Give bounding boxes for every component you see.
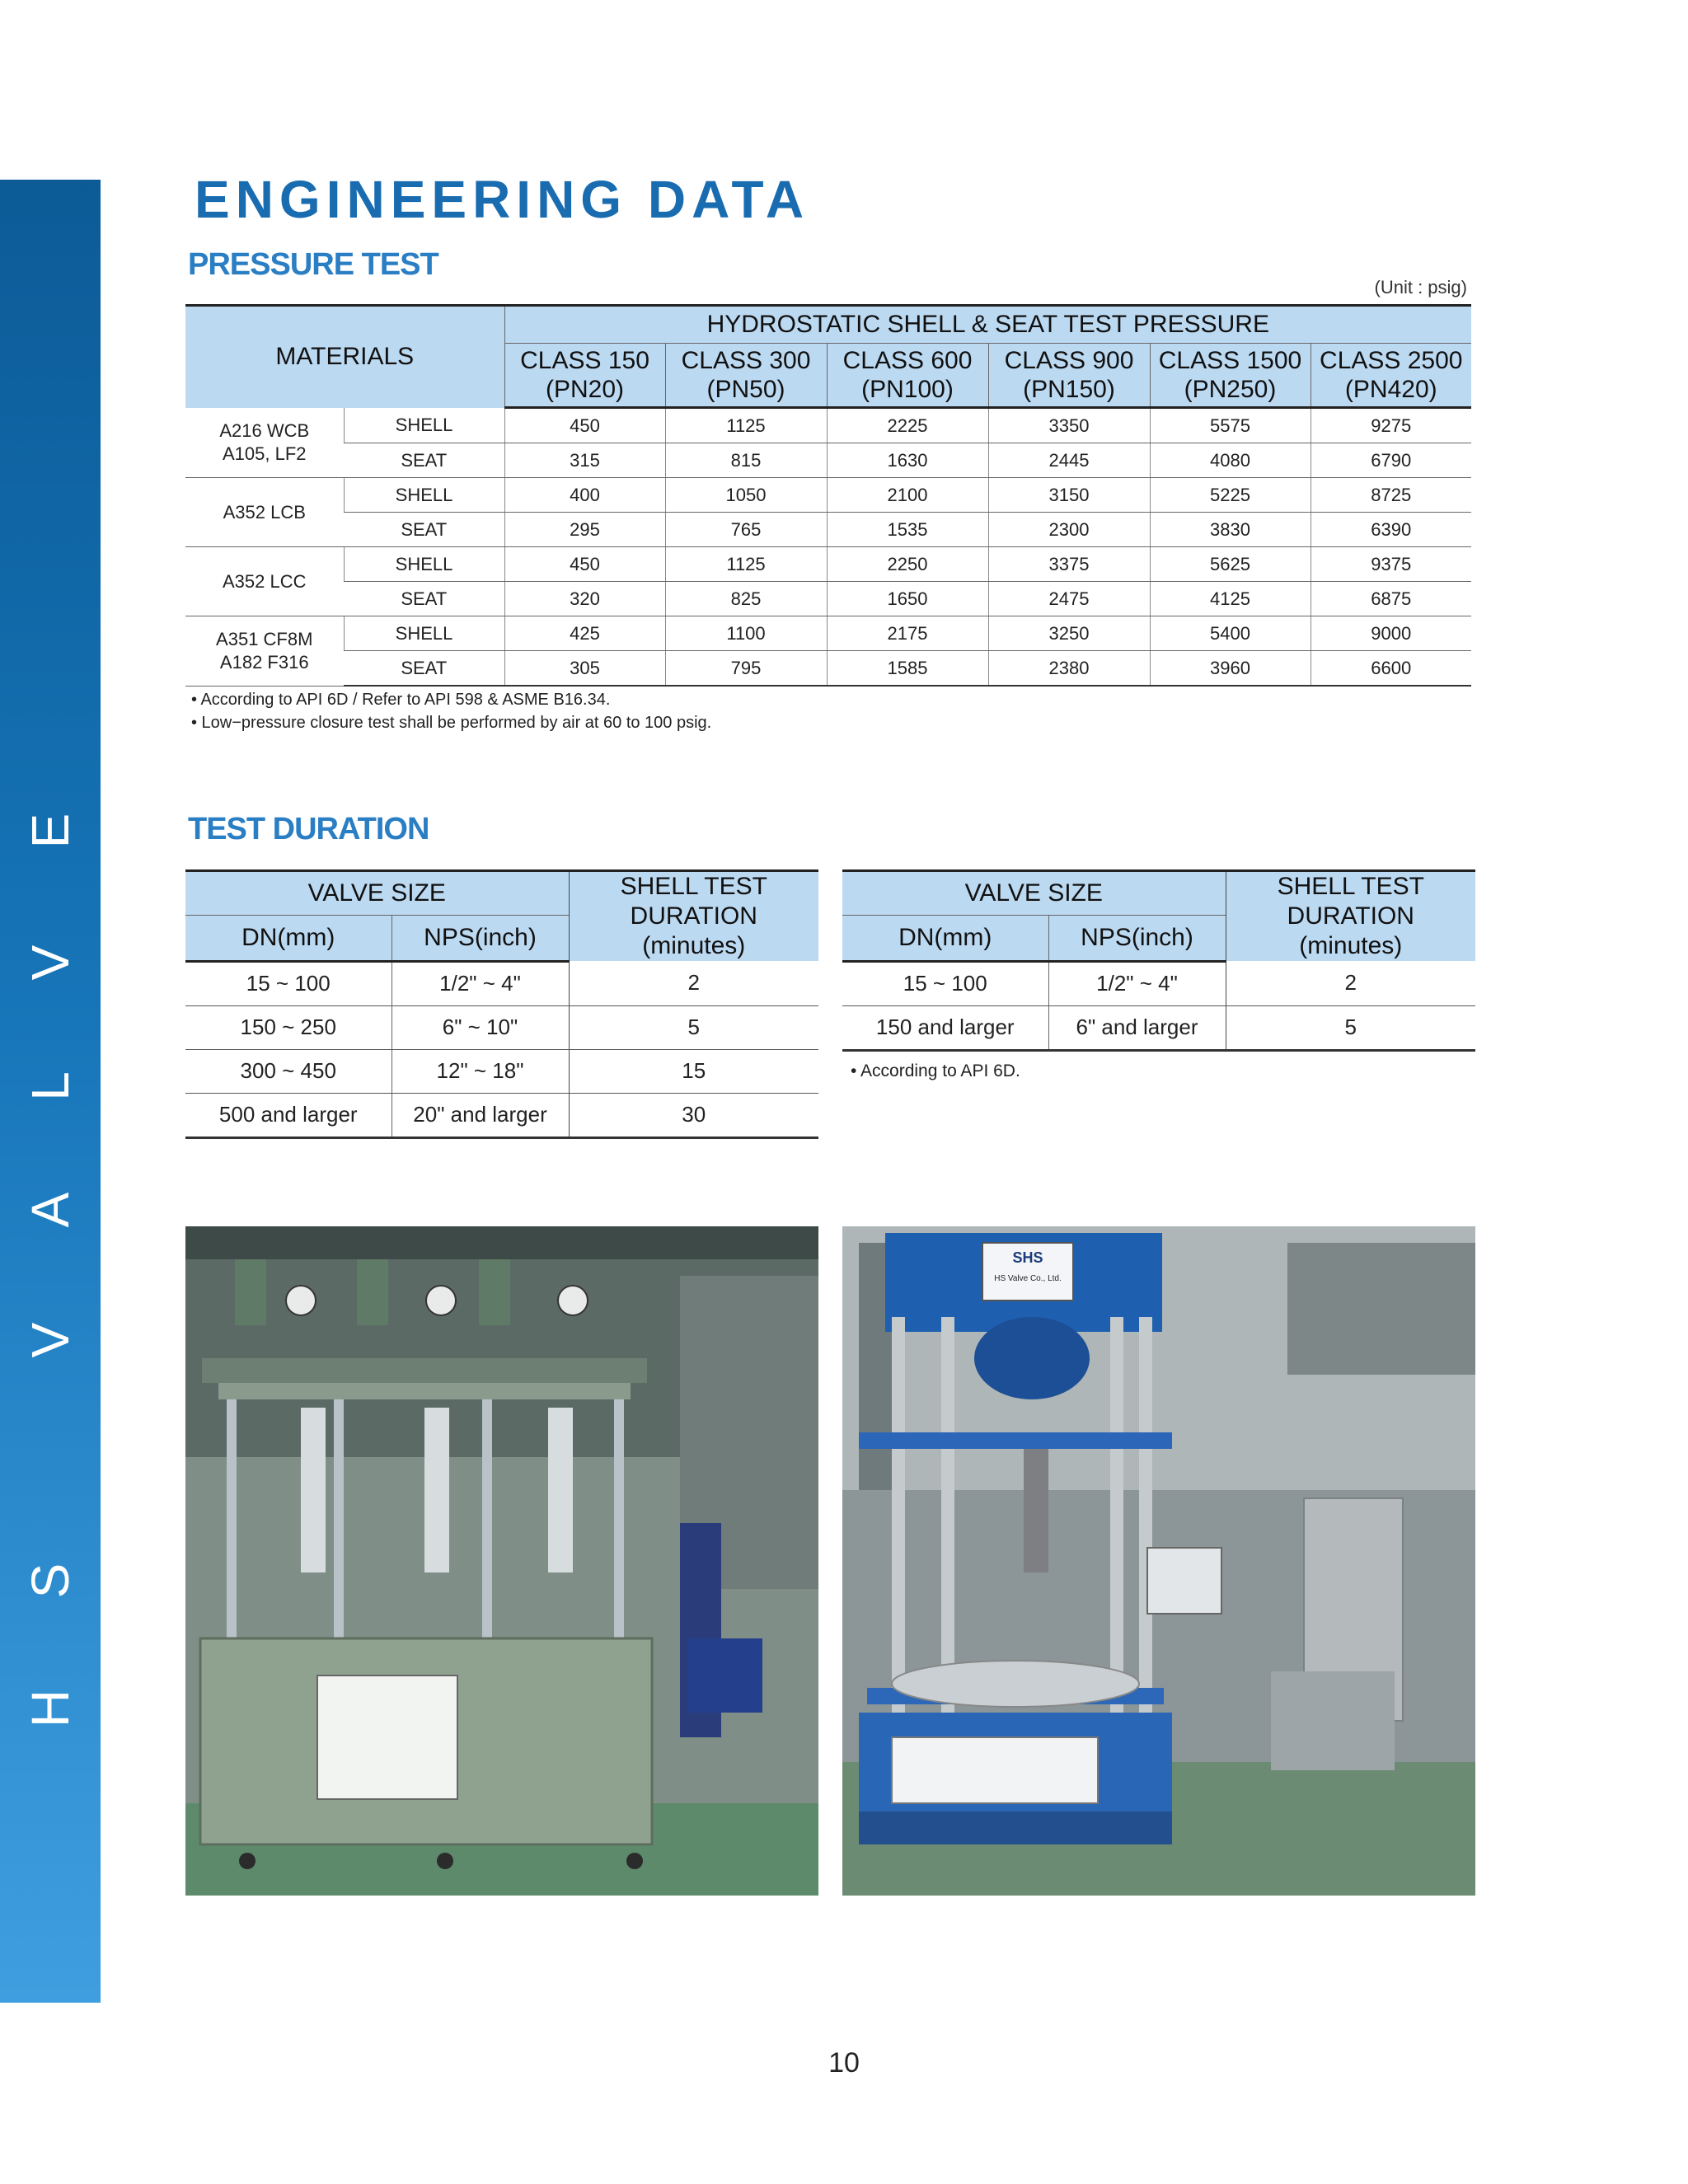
pressure-value-cell: 3375 bbox=[988, 547, 1150, 582]
pressure-value-cell: 1630 bbox=[827, 443, 988, 478]
pressure-value-cell: 1650 bbox=[827, 582, 988, 616]
test-rig-photo-right bbox=[842, 1226, 1475, 1896]
material-cell bbox=[185, 547, 344, 616]
machine-logo: SHS bbox=[1012, 1249, 1043, 1266]
pressure-row bbox=[185, 651, 1471, 687]
sidebar-band bbox=[0, 180, 101, 2003]
valve-size-header: VALVE SIZE bbox=[842, 871, 1226, 916]
pressure-value-cell: 1535 bbox=[827, 513, 988, 547]
duration-dn-cell: 300 ~ 450 bbox=[185, 1049, 392, 1093]
test-rig-photo-left bbox=[185, 1226, 818, 1896]
sidebar-letter: V bbox=[21, 1322, 80, 1358]
pressure-value-cell: 1125 bbox=[665, 547, 827, 582]
dn-header: DN(mm) bbox=[842, 916, 1048, 961]
duration-table-right bbox=[842, 869, 1475, 1052]
pressure-note-2: • Low−pressure closure test shall be performed by air at 60 to 100 psig. bbox=[191, 714, 712, 732]
pressure-value-cell: 4125 bbox=[1150, 582, 1311, 616]
test-type-cell: SEAT bbox=[344, 443, 504, 478]
shell-duration-line2: (minutes) bbox=[1299, 932, 1403, 959]
shell-duration-header bbox=[569, 871, 818, 962]
class-pn: (PN420) bbox=[1344, 376, 1437, 403]
hydro-header: HYDROSTATIC SHELL & SEAT TEST PRESSURE bbox=[504, 306, 1471, 344]
shell-duration-header bbox=[1226, 871, 1475, 962]
pressure-value-cell: 3960 bbox=[1150, 651, 1311, 687]
pressure-value-cell: 2100 bbox=[827, 478, 988, 513]
duration-nps-cell: 1/2" ~ 4" bbox=[1048, 961, 1226, 1005]
valve-size-header: VALVE SIZE bbox=[185, 871, 569, 916]
pressure-note-1: • According to API 6D / Refer to API 598 & ASME B16.34. bbox=[191, 691, 611, 709]
duration-min-cell: 15 bbox=[569, 1049, 818, 1093]
duration-min-cell: 2 bbox=[1226, 961, 1475, 1005]
pressure-value-cell: 2225 bbox=[827, 408, 988, 443]
pressure-value-cell: 2475 bbox=[988, 582, 1150, 616]
pressure-value-cell: 5625 bbox=[1150, 547, 1311, 582]
pressure-value-cell: 2300 bbox=[988, 513, 1150, 547]
test-type-cell: SHELL bbox=[344, 408, 504, 443]
pressure-value-cell: 9000 bbox=[1311, 616, 1471, 651]
class-pn: (PN50) bbox=[706, 376, 785, 403]
test-type-cell: SEAT bbox=[344, 582, 504, 616]
duration-dn-cell: 15 ~ 100 bbox=[842, 961, 1048, 1005]
test-type-cell: SHELL bbox=[344, 547, 504, 582]
class-name: CLASS 150 bbox=[520, 347, 649, 374]
duration-row bbox=[185, 961, 818, 1005]
pressure-value-cell: 6600 bbox=[1311, 651, 1471, 687]
pressure-value-cell: 450 bbox=[504, 547, 665, 582]
class-name: CLASS 300 bbox=[681, 347, 811, 374]
material-line1: A351 CF8M bbox=[216, 628, 313, 649]
machine-plate: HS Valve Co., Ltd. bbox=[994, 1274, 1062, 1283]
material-line1: A216 WCB bbox=[219, 419, 310, 441]
pressure-value-cell: 6875 bbox=[1311, 582, 1471, 616]
pressure-value-cell: 3830 bbox=[1150, 513, 1311, 547]
material-cell bbox=[185, 616, 344, 687]
class-pn: (PN150) bbox=[1023, 376, 1115, 403]
class-header bbox=[665, 344, 827, 408]
pressure-test-title: PRESSURE TEST bbox=[188, 247, 438, 282]
duration-min-cell: 5 bbox=[569, 1005, 818, 1049]
duration-dn-cell: 15 ~ 100 bbox=[185, 961, 392, 1005]
pressure-value-cell: 400 bbox=[504, 478, 665, 513]
duration-dn-cell: 500 and larger bbox=[185, 1093, 392, 1137]
duration-min-cell: 5 bbox=[1226, 1005, 1475, 1050]
pressure-row bbox=[185, 408, 1471, 443]
class-name: CLASS 1500 bbox=[1158, 347, 1302, 374]
class-header bbox=[1150, 344, 1311, 408]
pressure-value-cell: 5225 bbox=[1150, 478, 1311, 513]
class-pn: (PN100) bbox=[861, 376, 954, 403]
duration-nps-cell: 1/2" ~ 4" bbox=[392, 961, 569, 1005]
class-header bbox=[988, 344, 1150, 408]
pressure-value-cell: 2175 bbox=[827, 616, 988, 651]
unit-label: (Unit : psig) bbox=[1374, 277, 1467, 298]
duration-note: • According to API 6D. bbox=[851, 1062, 1020, 1080]
pressure-row bbox=[185, 513, 1471, 547]
duration-row bbox=[185, 1049, 818, 1093]
sidebar-letter: E bbox=[21, 813, 80, 849]
pressure-value-cell: 320 bbox=[504, 582, 665, 616]
pressure-value-cell: 3250 bbox=[988, 616, 1150, 651]
duration-min-cell: 2 bbox=[569, 961, 818, 1005]
pressure-value-cell: 6390 bbox=[1311, 513, 1471, 547]
test-type-cell: SEAT bbox=[344, 651, 504, 687]
duration-nps-cell: 6" ~ 10" bbox=[392, 1005, 569, 1049]
duration-nps-cell: 20" and larger bbox=[392, 1093, 569, 1137]
material-cell bbox=[185, 408, 344, 478]
shell-duration-line1: SHELL TEST DURATION bbox=[620, 873, 767, 930]
duration-row bbox=[842, 961, 1475, 1005]
pressure-value-cell: 825 bbox=[665, 582, 827, 616]
duration-table-left bbox=[185, 869, 818, 1139]
duration-dn-cell: 150 ~ 250 bbox=[185, 1005, 392, 1049]
test-type-cell: SHELL bbox=[344, 616, 504, 651]
pressure-value-cell: 1100 bbox=[665, 616, 827, 651]
material-line2: A105, LF2 bbox=[222, 443, 307, 464]
pressure-value-cell: 295 bbox=[504, 513, 665, 547]
page-title: ENGINEERING DATA bbox=[195, 170, 810, 229]
pressure-value-cell: 305 bbox=[504, 651, 665, 687]
pressure-value-cell: 1125 bbox=[665, 408, 827, 443]
class-header bbox=[827, 344, 988, 408]
sidebar-letter: H bbox=[21, 1689, 80, 1728]
test-rig-illustration bbox=[185, 1226, 818, 1896]
shell-duration-line1: SHELL TEST DURATION bbox=[1277, 873, 1424, 930]
pressure-row bbox=[185, 443, 1471, 478]
pressure-value-cell: 815 bbox=[665, 443, 827, 478]
pressure-row bbox=[185, 478, 1471, 513]
duration-row bbox=[185, 1093, 818, 1137]
test-duration-title: TEST DURATION bbox=[188, 812, 429, 846]
duration-min-cell: 30 bbox=[569, 1093, 818, 1137]
pressure-value-cell: 2250 bbox=[827, 547, 988, 582]
pressure-row bbox=[185, 582, 1471, 616]
class-pn: (PN20) bbox=[545, 376, 625, 403]
duration-nps-cell: 6" and larger bbox=[1048, 1005, 1226, 1050]
nps-header: NPS(inch) bbox=[392, 916, 569, 961]
material-cell bbox=[185, 478, 344, 547]
class-name: CLASS 2500 bbox=[1320, 347, 1463, 374]
duration-nps-cell: 12" ~ 18" bbox=[392, 1049, 569, 1093]
pressure-row bbox=[185, 616, 1471, 651]
duration-row bbox=[185, 1005, 818, 1049]
duration-dn-cell: 150 and larger bbox=[842, 1005, 1048, 1050]
dn-header: DN(mm) bbox=[185, 916, 392, 961]
page-number: 10 bbox=[828, 2047, 860, 2079]
pressure-value-cell: 3350 bbox=[988, 408, 1150, 443]
pressure-value-cell: 1585 bbox=[827, 651, 988, 687]
pressure-value-cell: 2380 bbox=[988, 651, 1150, 687]
test-type-cell: SHELL bbox=[344, 478, 504, 513]
pressure-value-cell: 3150 bbox=[988, 478, 1150, 513]
sidebar-letter: S bbox=[21, 1563, 80, 1599]
material-line1: A352 LCB bbox=[223, 501, 306, 523]
class-name: CLASS 900 bbox=[1004, 347, 1134, 374]
sidebar-letter: V bbox=[21, 944, 80, 981]
pressure-value-cell: 4080 bbox=[1150, 443, 1311, 478]
nps-header: NPS(inch) bbox=[1048, 916, 1226, 961]
pressure-test-table bbox=[185, 304, 1471, 687]
shell-duration-line2: (minutes) bbox=[642, 932, 746, 959]
material-line1: A352 LCC bbox=[222, 570, 307, 592]
pressure-value-cell: 1050 bbox=[665, 478, 827, 513]
sidebar-letter: L bbox=[21, 1071, 80, 1101]
class-pn: (PN250) bbox=[1184, 376, 1277, 403]
pressure-value-cell: 6790 bbox=[1311, 443, 1471, 478]
class-header bbox=[1311, 344, 1471, 408]
pressure-value-cell: 5575 bbox=[1150, 408, 1311, 443]
materials-header: MATERIALS bbox=[185, 306, 504, 408]
pressure-value-cell: 9275 bbox=[1311, 408, 1471, 443]
pressure-value-cell: 8725 bbox=[1311, 478, 1471, 513]
duration-row bbox=[842, 1005, 1475, 1050]
pressure-row bbox=[185, 547, 1471, 582]
pressure-value-cell: 765 bbox=[665, 513, 827, 547]
class-name: CLASS 600 bbox=[842, 347, 973, 374]
material-line2: A182 F316 bbox=[219, 651, 309, 673]
sidebar-letter: A bbox=[21, 1192, 80, 1228]
pressure-value-cell: 795 bbox=[665, 651, 827, 687]
pressure-value-cell: 425 bbox=[504, 616, 665, 651]
pressure-value-cell: 9375 bbox=[1311, 547, 1471, 582]
pressure-value-cell: 5400 bbox=[1150, 616, 1311, 651]
test-type-cell: SEAT bbox=[344, 513, 504, 547]
press-machine-illustration bbox=[842, 1226, 1475, 1896]
pressure-value-cell: 2445 bbox=[988, 443, 1150, 478]
pressure-value-cell: 450 bbox=[504, 408, 665, 443]
class-header bbox=[504, 344, 665, 408]
pressure-value-cell: 315 bbox=[504, 443, 665, 478]
